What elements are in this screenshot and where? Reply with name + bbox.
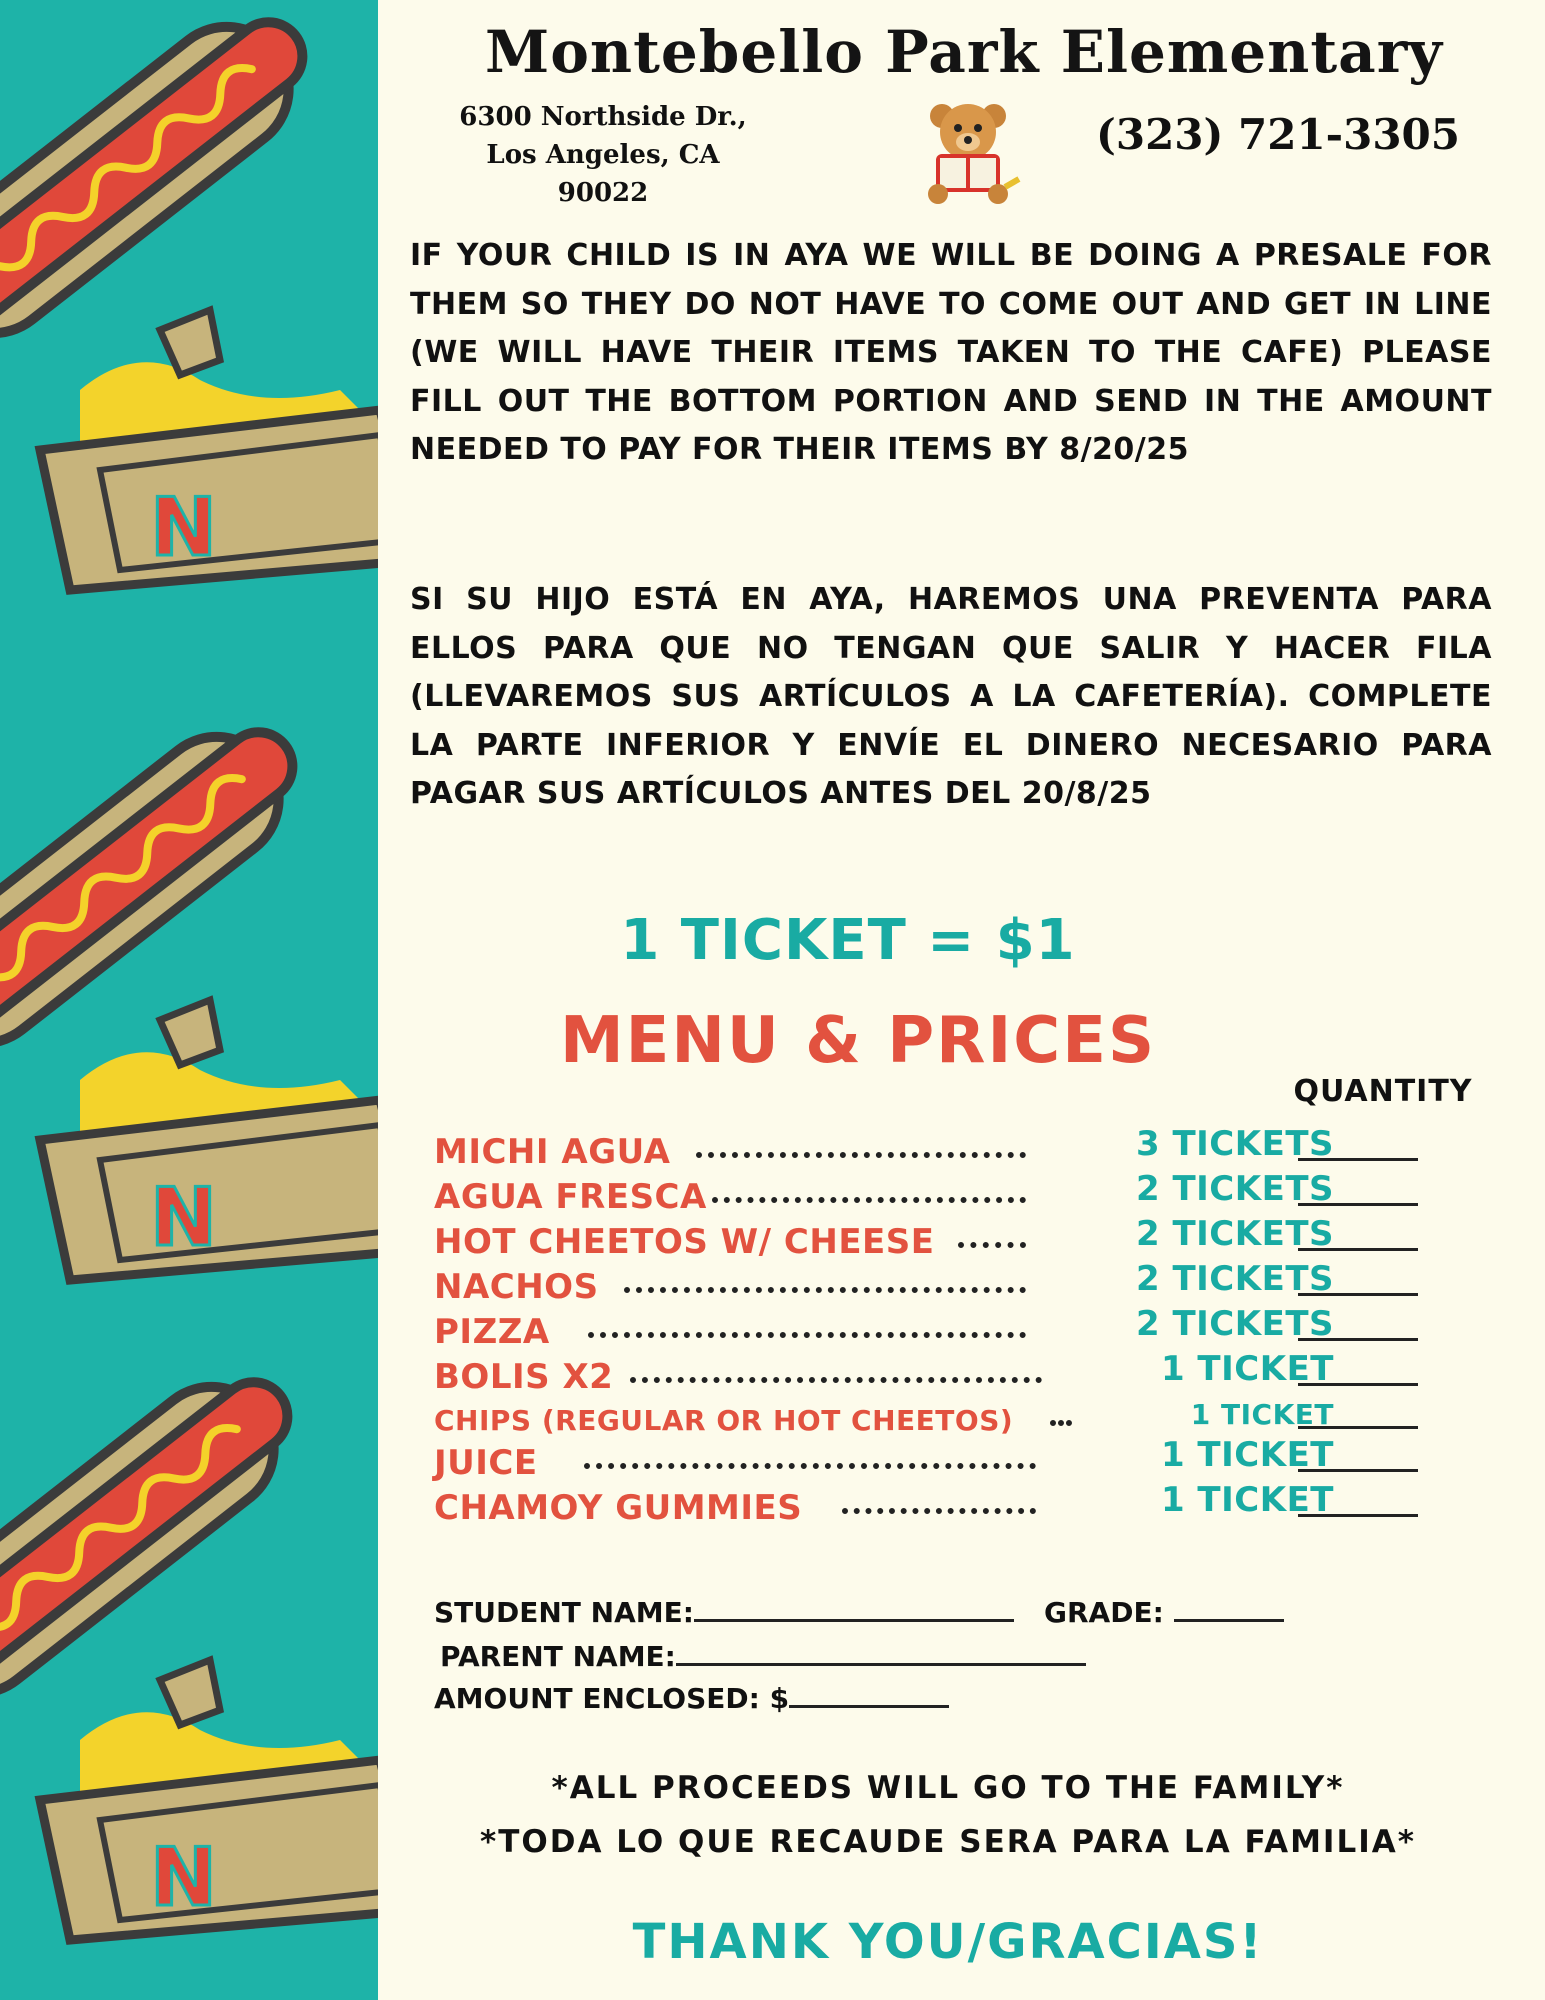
menu-item-name: BOLIS X2 (434, 1357, 614, 1397)
school-address (438, 98, 768, 212)
grade-row (1044, 1596, 1284, 1629)
menu-item (434, 1304, 1514, 1356)
menu-item (434, 1435, 1514, 1487)
menu-item-price: 2 TICKETS (1135, 1259, 1334, 1299)
menu-item-price: 2 TICKETS (1135, 1214, 1334, 1254)
parent-name-label: PARENT NAME: (440, 1640, 676, 1673)
menu-item (434, 1124, 1514, 1176)
menu-item-name: MICHI AGUA (434, 1132, 671, 1172)
hot-dog-icon (0, 1346, 318, 1733)
quantity-field[interactable] (1298, 1158, 1418, 1161)
intro-english: IF YOUR CHILD IS IN AYA WE WILL BE DOING A PRESALE FOR THEM SO THEY DO NOT HAVE TO COME OUT AND GET IN LINE (WE WILL HAVE THEIR ITEMS TAKEN TO THE CAFE) PLEASE FILL OUT THE BOTTOM PORTION AND SEND IN THE AMOUNT NEEDED TO PAY FOR THEIR ITEMS BY 8/20/25 (410, 238, 1492, 467)
parent-name-row (440, 1640, 1086, 1673)
menu-item-price: 3 TICKETS (1135, 1124, 1334, 1164)
menu-item-name: HOT CHEETOS W/ CHEESE (434, 1222, 935, 1262)
dot-leader (624, 1281, 1026, 1293)
thank-you-message: THANK YOU/GRACIAS! (632, 1914, 1264, 1970)
amount-row (434, 1682, 949, 1715)
menu-item (434, 1480, 1514, 1532)
address-line-2: Los Angeles, CA 90022 (486, 140, 720, 208)
proceeds-note-spanish: *TODA LO QUE RECAUDE SERA PARA LA FAMILIA* (480, 1824, 1416, 1860)
school-phone: (323) 721-3305 (1095, 110, 1461, 159)
quantity-field[interactable] (1298, 1203, 1418, 1206)
hot-dog-icon (0, 0, 333, 374)
menu-item-price: 1 TICKET (1160, 1480, 1334, 1520)
menu-item-name: CHIPS (REGULAR OR HOT CHEETOS) (434, 1404, 1014, 1437)
dot-leader (842, 1502, 1036, 1514)
nachos-icon (40, 1660, 378, 1940)
quantity-field[interactable] (1298, 1383, 1418, 1386)
student-name-field[interactable] (694, 1597, 1014, 1622)
grade-label: GRADE: (1044, 1596, 1164, 1629)
dot-leader (584, 1457, 1036, 1469)
intro-spanish: SI SU HIJO ESTÁ EN AYA, HAREMOS UNA PREVENTA PARA ELLOS PARA QUE NO TENGAN QUE SALIR Y HACER FILA (LLEVAREMOS SUS ARTÍCULOS A LA CAFETERÍA). COMPLETE LA PARTE INFERIOR Y ENVÍE EL DINERO NECESARIO PARA PAGAR SUS ARTÍCULOS ANTES DEL 20/8/25 (410, 582, 1492, 811)
address-line-1: 6300 Northside Dr., (459, 102, 747, 132)
menu-item-price: 1 TICKET (1160, 1435, 1334, 1475)
quantity-header: QUANTITY (1293, 1074, 1473, 1109)
student-name-label: STUDENT NAME: (434, 1596, 694, 1629)
amount-label: AMOUNT ENCLOSED: $ (434, 1682, 790, 1715)
parent-name-field[interactable] (676, 1641, 1086, 1666)
menu-item (434, 1259, 1514, 1311)
menu-item-name: AGUA FRESCA (434, 1177, 707, 1217)
dot-leader (696, 1146, 1026, 1158)
ticket-value: 1 TICKET = $1 (620, 908, 1076, 973)
menu-item-price: 1 TICKET (1160, 1349, 1334, 1389)
menu-item-name: CHAMOY GUMMIES (434, 1488, 803, 1528)
school-name: Montebello Park Elementary (485, 18, 1443, 86)
dot-leader (958, 1236, 1026, 1248)
menu-item (434, 1214, 1514, 1266)
grade-field[interactable] (1174, 1597, 1284, 1622)
quantity-field[interactable] (1298, 1469, 1418, 1472)
dot-leader (1050, 1414, 1072, 1426)
quantity-field[interactable] (1298, 1426, 1418, 1429)
menu-item (434, 1400, 1514, 1444)
menu-title: MENU & PRICES (559, 1004, 1157, 1078)
dot-leader (588, 1326, 1026, 1338)
proceeds-note-english: *ALL PROCEEDS WILL GO TO THE FAMILY* (551, 1770, 1345, 1806)
amount-field[interactable] (789, 1683, 949, 1708)
flyer-content (378, 0, 1545, 2000)
menu-item-price: 1 TICKET (1190, 1398, 1334, 1431)
bear-reading-icon (912, 94, 1024, 206)
quantity-field[interactable] (1298, 1514, 1418, 1517)
menu-item (434, 1349, 1514, 1401)
quantity-field[interactable] (1298, 1338, 1418, 1341)
quantity-field[interactable] (1298, 1293, 1418, 1296)
menu-item-name: PIZZA (434, 1312, 550, 1352)
nachos-icon (40, 310, 378, 590)
menu-item-price: 2 TICKETS (1135, 1304, 1334, 1344)
menu-item-price: 2 TICKETS (1135, 1169, 1334, 1209)
menu-item (434, 1169, 1514, 1221)
menu-item-name: NACHOS (434, 1267, 599, 1307)
nachos-icon (40, 1000, 378, 1280)
dot-leader (630, 1371, 1042, 1383)
student-name-row (434, 1596, 1014, 1629)
dot-leader (712, 1191, 1026, 1203)
decorative-food-strip (0, 0, 378, 2000)
menu-item-name: JUICE (434, 1443, 538, 1483)
quantity-field[interactable] (1298, 1248, 1418, 1251)
